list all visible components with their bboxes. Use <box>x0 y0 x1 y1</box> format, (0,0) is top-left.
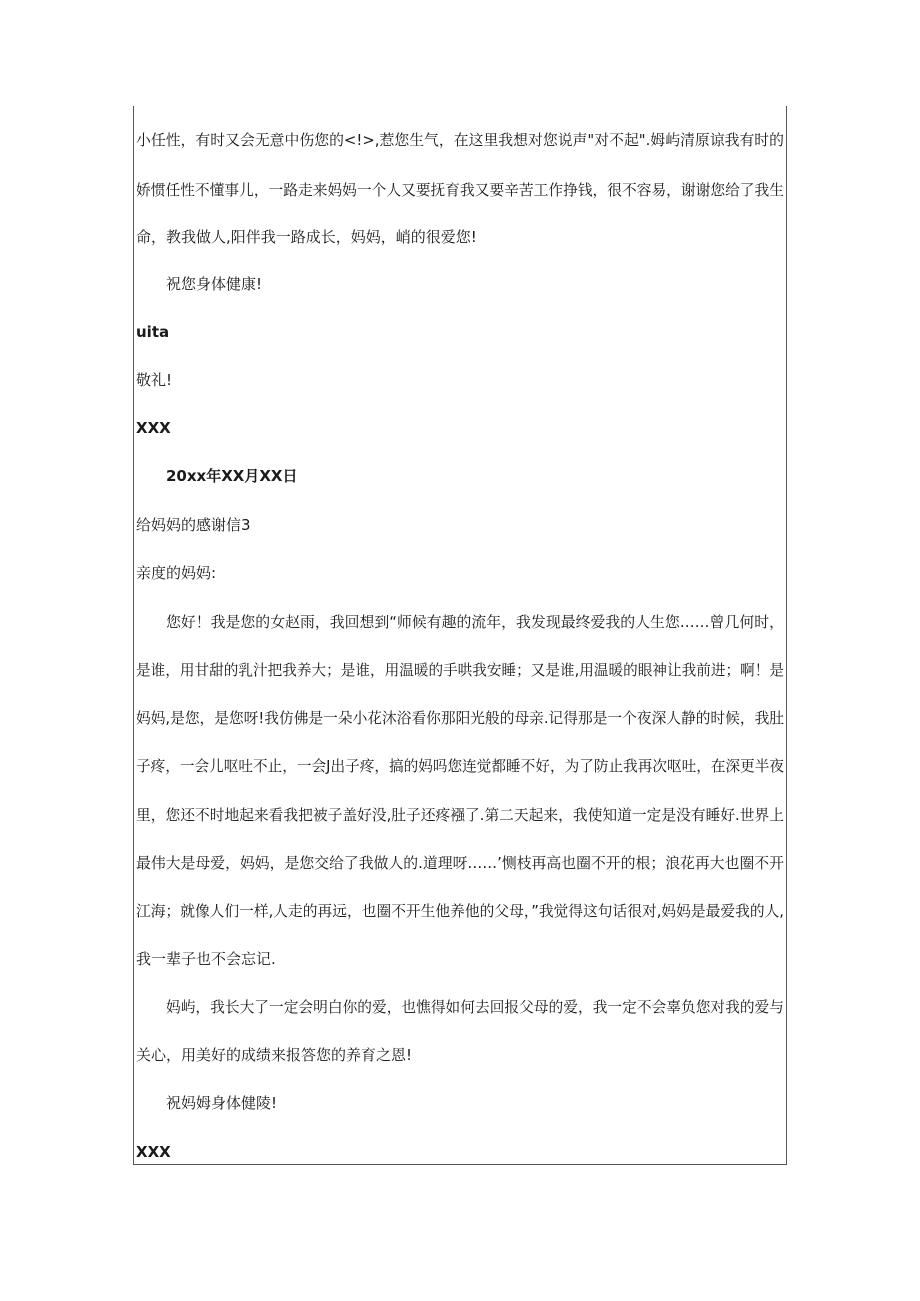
paragraph-line: 关心，用美好的成绩来报答您的养育之恩! <box>136 1046 413 1064</box>
letter-date: 20xx年XX月XX日 <box>166 467 298 485</box>
stray-text: uita <box>136 323 170 341</box>
signature: XXX <box>136 419 171 437</box>
paragraph-line: 我一辈子也不会忘记. <box>136 950 276 968</box>
paragraph-line: 小任性，有时又会无意中伤您的<!>,惹您生气，在这里我想对您说声"对不起".姆屿清原谅我有时的 <box>136 131 785 149</box>
paragraph-line: 子疼，一会儿呕吐不止，一会J出子疼，搞的妈吗您连觉都睡不好，为了防止我再次呕吐，在深更半夜 <box>136 757 785 775</box>
salutation: 敬礼! <box>136 371 173 389</box>
paragraph-line: 妈屿，我长大了一定会明白你的爱，也憔得如何去回报父母的爱，我一定不会辜负您对我的爱与 <box>166 998 784 1016</box>
paragraph-line: 最伟大是母爱，妈妈，是您交给了我做人的.道理呀……’恻枝再高也圈不开的根；浪花再大也圈不开 <box>136 854 785 872</box>
paragraph-line: 里，您还不时地起来看我把被子盖好没,肚子还疼襁了.第二天起来，我使知道一定是没有睡好.世界上 <box>136 806 784 824</box>
signature: XXX <box>136 1143 171 1161</box>
paragraph-line: 娇惯任性不懂事儿，一路走来妈妈一个人又要抚育我又要辛苦工作挣钱，很不容易，谢谢您给了我生 <box>136 181 785 199</box>
paragraph-line: 是谁，用甘甜的乳汁把我养大；是谁，用温暖的手哄我安睡；又是谁,用温暖的眼神让我前进；啊！是 <box>136 661 785 679</box>
paragraph-line: 您好！我是您的女赵雨，我回想到“师候有趣的流年，我发现最终爱我的人生您……曾几何时， <box>166 613 784 631</box>
letter-title: 给妈妈的感谢信3 <box>136 516 251 534</box>
closing-wish: 祝妈姆身体健陵! <box>166 1094 278 1112</box>
paragraph-line: 江海；就像人们一样,人走的再远，也圈不开生他养他的父母，”我觉得这句话很对,妈妈是最爱我的人, <box>136 902 784 920</box>
letter-greeting: 亲度的妈妈: <box>136 564 217 582</box>
paragraph-line: 命，教我做人,阳伴我一路成长，妈妈，峭的很爱您! <box>136 228 477 246</box>
closing-wish: 祝您身体健康! <box>166 275 263 293</box>
paragraph-line: 妈妈,是您，是您呀!我仿佛是一朵小花沐浴看你那阳光般的母亲.记得那是一个夜深人静的时候，我肚 <box>136 709 785 727</box>
